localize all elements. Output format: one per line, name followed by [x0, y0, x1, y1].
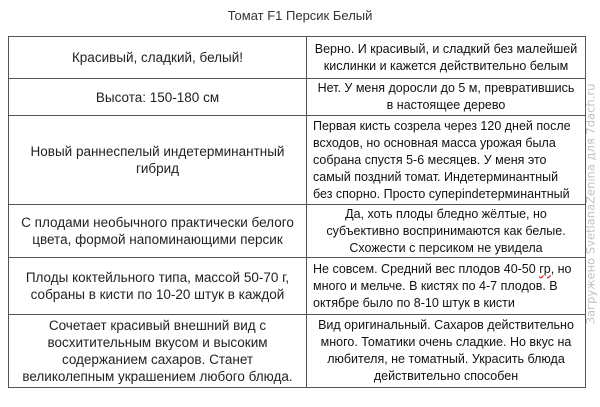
table-row	[9, 116, 586, 205]
review-cell: Вид оригинальный. Сахаров действительно много. Томатики очень сладкие. Но вкус на любителя, не томатный. Украсить блюда действительно способен	[307, 315, 586, 388]
review-cell: Верно. И красивый, и сладкий без малейшей кислинки и кажется действительно белым	[307, 37, 586, 79]
table-row	[9, 79, 586, 116]
table-row	[9, 37, 586, 79]
claim-cell: Сочетает красивый внешний вид с восхитительным вкусом и высоким содержанием сахаров. Станет великолепным украшением любого блюда.	[9, 315, 307, 388]
comparison-table	[8, 36, 586, 388]
claim-cell: Новый раннеспелый индетерминантный гибрид	[9, 116, 307, 205]
table-row	[9, 315, 586, 388]
review-cell: Да, хоть плоды бледно жёлтые, но субъективно воспринимаются как белые. Схожести с персиком не увидела	[307, 205, 586, 258]
review-text-part: , но много и мельче. В кистях по 4-7 плодов. В октябре было по 8-10 штук в кисти	[313, 261, 572, 310]
table-row	[9, 258, 586, 315]
claim-cell: С плодами необычного практически белого цвета, формой напоминающими персик	[9, 205, 307, 258]
review-text-part-underlined: гр	[539, 261, 551, 276]
review-cell: Первая кисть созрела через 120 дней после всходов, но основная масса урожая была собрана спустя 5-6 месяцев. У меня это самый поздний томат. Индетерминантный без спорно. Просто суперindетерминантный	[307, 116, 586, 205]
review-cell	[307, 258, 586, 315]
claim-cell: Красивый, сладкий, белый!	[9, 37, 307, 79]
watermark-text: Загружено SvetlanaZenina для 7dach.ru	[583, 83, 598, 324]
review-cell: Нет. У меня доросли до 5 м, превратившись в настоящее дерево	[307, 79, 586, 116]
claim-cell: Высота: 150-180 см	[9, 79, 307, 116]
review-text-part: Не совсем. Средний вес плодов 40-50	[313, 261, 540, 276]
table-row	[9, 205, 586, 258]
claim-cell: Плоды коктейльного типа, массой 50-70 г, собраны в кисти по 10-20 штук в каждой	[9, 258, 307, 315]
page-title: Томат F1 Персик Белый	[227, 8, 373, 23]
